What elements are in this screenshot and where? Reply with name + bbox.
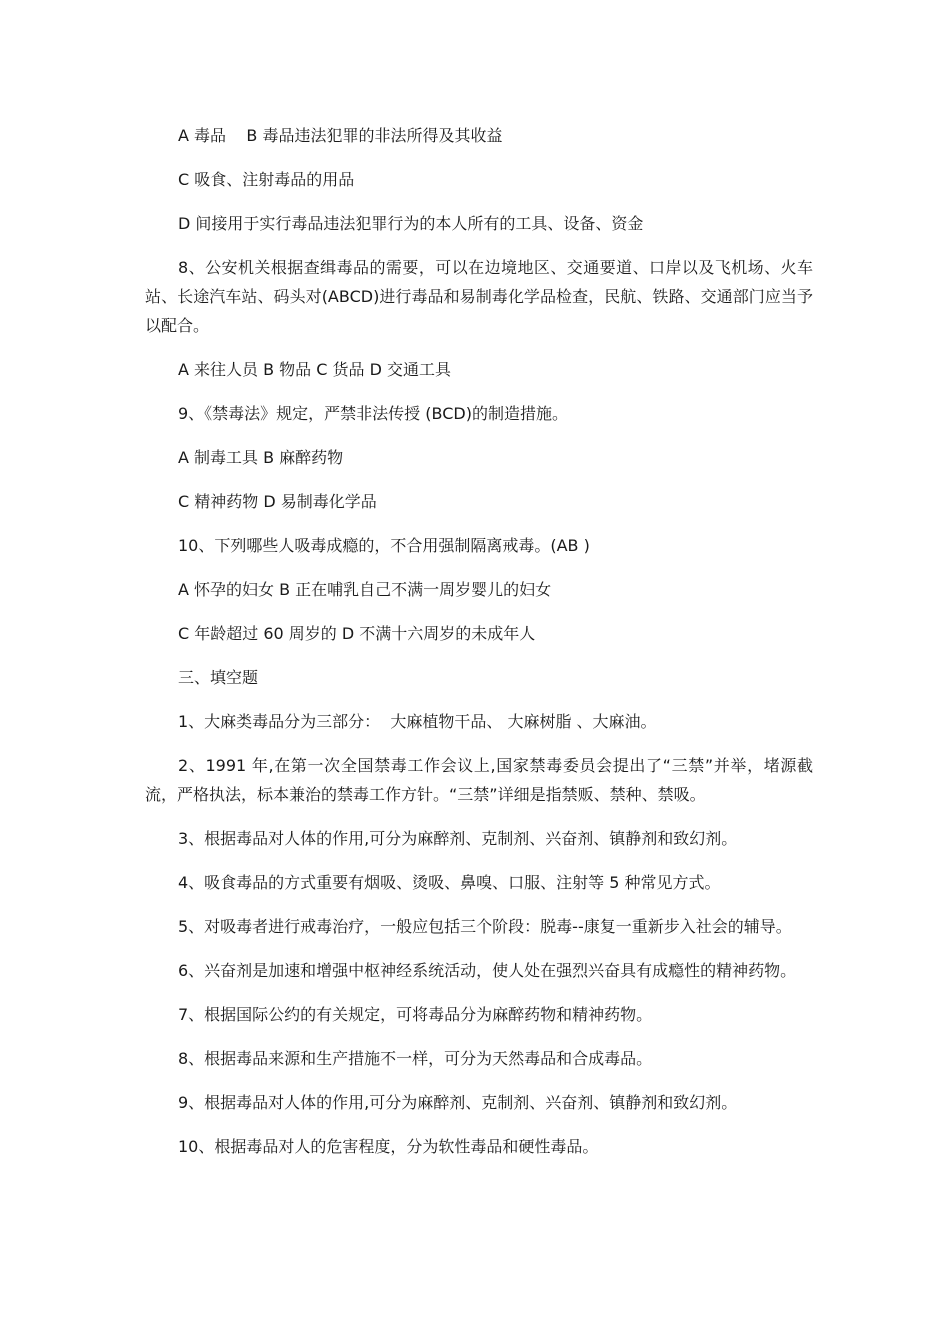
fill-item-3: 3、根据毒品对人体的作用,可分为麻醉剂、克制剂、兴奋剂、镇静剂和致幻剂。	[178, 829, 738, 848]
question-8: 8、公安机关根据查缉毒品的需要，可以在边境地区、交通要道、口岸以及飞机场、火车站、长途汽车站、码头对(ABCD)进行毒品和易制毒化学品检查，民航、铁路、交通部门应当予以配合。	[145, 258, 813, 335]
option-line-q7-c: C 吸食、注射毒品的用品	[178, 170, 355, 189]
option-line-q10-cd: C 年龄超过 60 周岁的 D 不满十六周岁的未成年人	[178, 624, 536, 643]
option-line-q7-d: D 间接用于实行毒品违法犯罪行为的本人所有的工具、设备、资金	[178, 214, 644, 233]
fill-item-4: 4、吸食毒品的方式重要有烟吸、烫吸、鼻嗅、口服、注射等 5 种常见方式。	[178, 873, 721, 892]
question-10: 10、下列哪些人吸毒成瘾的，不合用强制隔离戒毒。(AB )	[178, 536, 590, 555]
fill-item-10: 10、根据毒品对人的危害程度，分为软性毒品和硬性毒品。	[178, 1137, 599, 1156]
option-line-q9-ab: A 制毒工具 B 麻醉药物	[178, 448, 344, 467]
question-9: 9、《禁毒法》规定，严禁非法传授 (BCD)的制造措施。	[178, 404, 568, 423]
option-line-q9-cd: C 精神药物 D 易制毒化学品	[178, 492, 377, 511]
option-line-q10-ab: A 怀孕的妇女 B 正在哺乳自己不满一周岁婴儿的妇女	[178, 580, 552, 599]
document-page	[145, 121, 813, 1176]
fill-item-1: 1、大麻类毒品分为三部分： 大麻植物干品、 大麻树脂 、大麻油。	[178, 712, 657, 731]
fill-item-6: 6、兴奋剂是加速和增强中枢神经系统活动，使人处在强烈兴奋具有成瘾性的精神药物。	[178, 961, 797, 980]
fill-item-9: 9、根据毒品对人体的作用,可分为麻醉剂、克制剂、兴奋剂、镇静剂和致幻剂。	[178, 1093, 738, 1112]
fill-item-8: 8、根据毒品来源和生产措施不一样，可分为天然毒品和合成毒品。	[178, 1049, 653, 1068]
option-line-q7-ab: A 毒品 B 毒品违法犯罪的非法所得及其收益	[178, 126, 503, 145]
section-heading-fill-in: 三、填空题	[178, 668, 259, 687]
fill-item-2: 2、1991 年,在第一次全国禁毒工作会议上,国家禁毒委员会提出了“三禁”并举，堵源截流，严格执法，标本兼治的禁毒工作方针。“三禁”详细是指禁贩、禁种、禁吸。	[145, 756, 813, 804]
option-line-q8: A 来往人员 B 物品 C 货品 D 交通工具	[178, 360, 452, 379]
fill-item-5: 5、对吸毒者进行戒毒治疗，一般应包括三个阶段：脱毒--康复一重新步入社会的辅导。	[178, 917, 792, 936]
fill-item-7: 7、根据国际公约的有关规定，可将毒品分为麻醉药物和精神药物。	[178, 1005, 653, 1024]
